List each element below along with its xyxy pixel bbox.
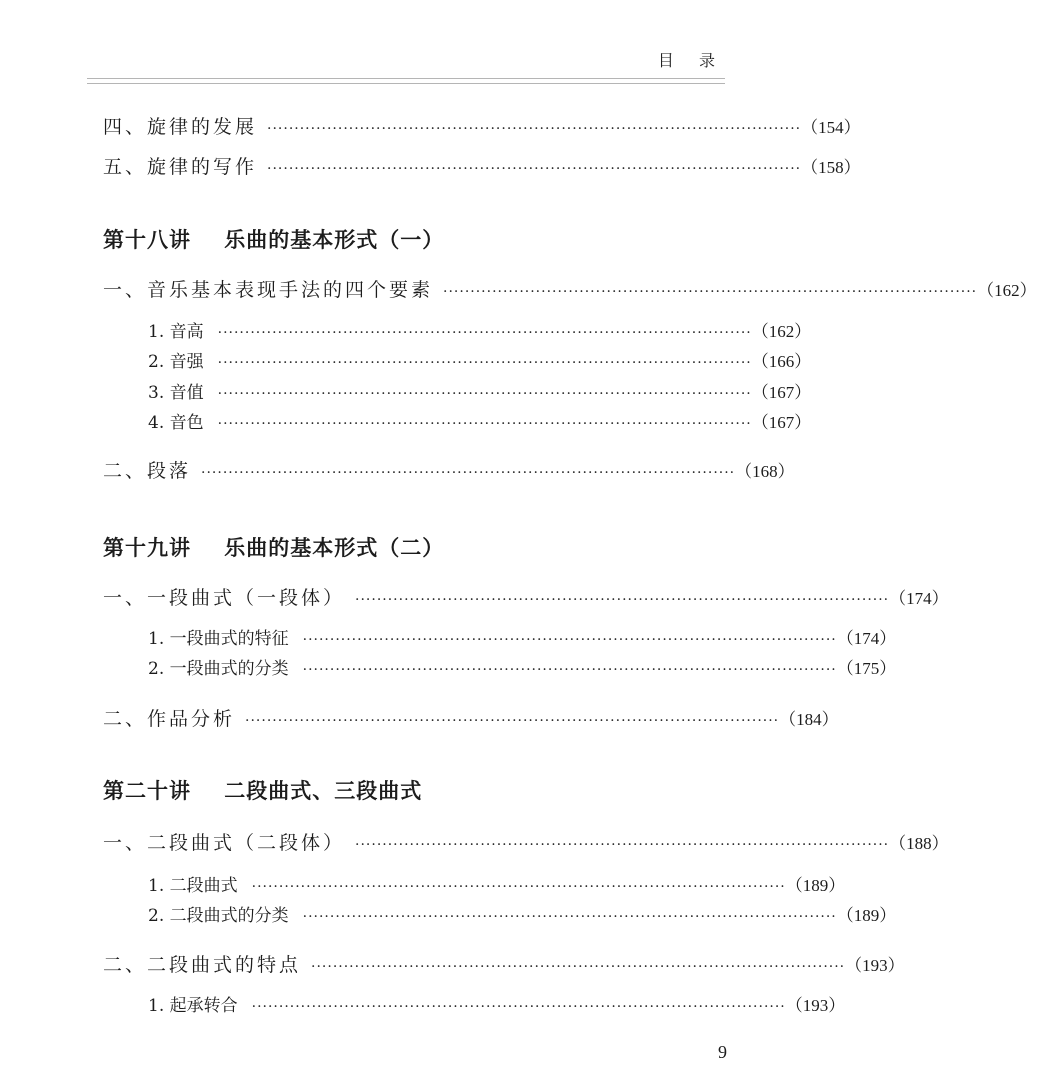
lecture-title: 第十九讲 乐曲的基本形式（二）	[103, 536, 445, 560]
toc-entry-label: 二、二段曲式的特点	[103, 954, 302, 976]
toc-subentry[interactable]	[148, 624, 897, 649]
toc-entry[interactable]	[103, 950, 905, 977]
toc-subentry[interactable]	[148, 378, 812, 403]
toc-entry-label: 一、一段曲式（一段体）	[103, 587, 346, 609]
toc-entry-label: 2. 二段曲式的分类	[148, 906, 289, 926]
toc-entry-label: 3. 音值	[148, 383, 204, 403]
toc-subentry[interactable]	[148, 317, 812, 342]
toc-page-number: （174）	[836, 629, 897, 648]
leader-dots: ··································································································	[311, 959, 846, 975]
running-header: 目 录	[657, 51, 725, 70]
lecture-title: 第二十讲 二段曲式、三段曲式	[103, 779, 423, 803]
toc-entry[interactable]	[103, 112, 861, 139]
toc-page-number: （188）	[889, 834, 949, 853]
toc-entry-label: 1. 音高	[148, 322, 204, 342]
toc-entry-label: 2. 一段曲式的分类	[148, 659, 289, 679]
page-number: 9	[718, 1042, 727, 1062]
header-rule	[87, 78, 725, 84]
leader-dots: ··································································································	[302, 662, 837, 678]
toc-entry[interactable]	[103, 828, 949, 855]
toc-entry-label: 二、作品分析	[103, 708, 236, 730]
leader-dots: ··································································································	[245, 713, 780, 729]
toc-entry[interactable]	[103, 152, 861, 179]
toc-subentry[interactable]	[148, 991, 846, 1016]
leader-dots: ··································································································	[217, 386, 752, 402]
toc-page-number: （175）	[836, 659, 897, 678]
toc-page-number: （158）	[801, 158, 861, 177]
toc-subentry[interactable]	[148, 871, 846, 896]
toc-entry-label: 1. 二段曲式	[148, 876, 238, 896]
toc-subentry[interactable]	[148, 901, 897, 926]
leader-dots: ··································································································	[355, 837, 890, 853]
toc-page-number: （162）	[751, 322, 812, 341]
toc-page-number: （193）	[785, 996, 846, 1015]
toc-page-number: （189）	[836, 906, 897, 925]
toc-entry-label: 一、二段曲式（二段体）	[103, 832, 346, 854]
toc-subentry[interactable]	[148, 347, 812, 372]
leader-dots: ··································································································	[443, 284, 978, 300]
leader-dots: ··································································································	[217, 416, 752, 432]
toc-entry[interactable]	[103, 456, 795, 483]
leader-dots: ··································································································	[251, 999, 786, 1015]
toc-page-number: （167）	[751, 383, 812, 402]
toc-entry-label: 一、音乐基本表现手法的四个要素	[103, 279, 434, 301]
toc-page-number: （166）	[751, 352, 812, 371]
toc-entry-label: 1. 起承转合	[148, 996, 238, 1016]
leader-dots: ··································································································	[201, 465, 736, 481]
toc-subentry[interactable]	[148, 654, 897, 679]
toc-page-number: （162）	[977, 281, 1037, 300]
toc-entry[interactable]	[103, 583, 949, 610]
toc-entry-label: 四、旋律的发展	[103, 116, 258, 138]
toc-page-number: （184）	[779, 710, 839, 729]
leader-dots: ··································································································	[355, 592, 890, 608]
toc-entry-label: 1. 一段曲式的特征	[148, 629, 289, 649]
toc-entry[interactable]	[103, 704, 839, 731]
leader-dots: ··································································································	[302, 909, 837, 925]
leader-dots: ··································································································	[217, 325, 752, 341]
toc-entry-label: 4. 音色	[148, 413, 204, 433]
leader-dots: ··································································································	[267, 161, 802, 177]
toc-entry-label: 二、段落	[103, 460, 192, 482]
toc-subentry[interactable]	[148, 408, 812, 433]
toc-page-number: （174）	[889, 589, 949, 608]
toc-entry-label: 2. 音强	[148, 352, 204, 372]
leader-dots: ··································································································	[251, 879, 786, 895]
toc-page-number: （167）	[751, 413, 812, 432]
lecture-title: 第十八讲 乐曲的基本形式（一）	[103, 228, 445, 252]
toc-entry[interactable]	[103, 275, 1037, 302]
toc-page-number: （168）	[735, 462, 795, 481]
toc-entry-label: 五、旋律的写作	[103, 156, 258, 178]
toc-page-number: （154）	[801, 118, 861, 137]
toc-page-number: （189）	[785, 876, 846, 895]
leader-dots: ··································································································	[217, 355, 752, 371]
leader-dots: ··································································································	[267, 121, 802, 137]
leader-dots: ··································································································	[302, 632, 837, 648]
toc-page-number: （193）	[845, 956, 905, 975]
